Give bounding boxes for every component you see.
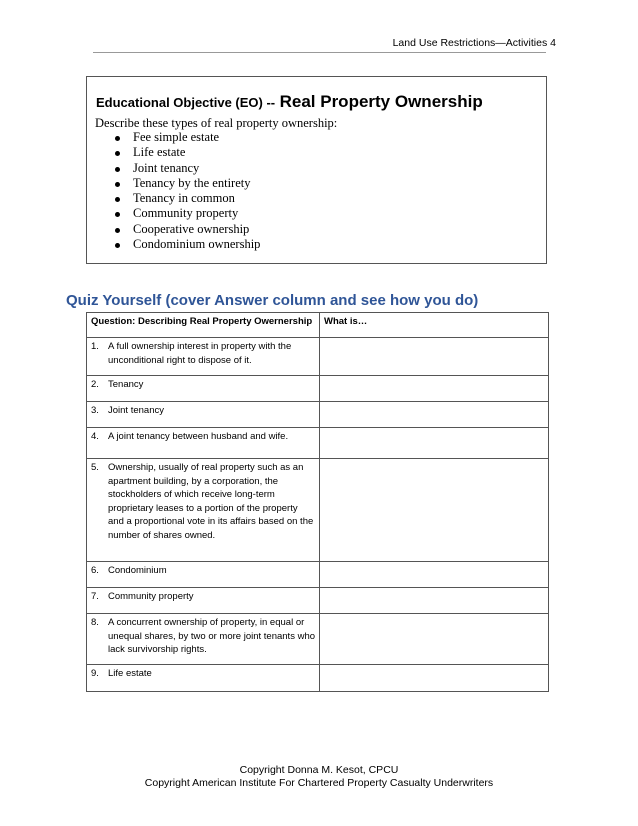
question-cell <box>87 402 320 428</box>
list-item <box>112 191 260 206</box>
bullet-icon <box>115 197 120 202</box>
bullet-icon <box>115 228 120 233</box>
question-text: Ownership, usually of real property such as an apartment building, by a corporation, the stockholders of which receive long-term proprietary leases to a portion of the property and a proportional vote in its affairs based on the number of shares owned. <box>108 462 314 541</box>
question-number: 8. <box>91 617 99 628</box>
question-number: 1. <box>91 341 99 352</box>
table-header-row <box>87 313 549 338</box>
question-text: Community property <box>108 591 194 602</box>
bullet-icon <box>115 182 120 187</box>
question-text: Tenancy <box>108 379 144 390</box>
question-text: A full ownership interest in property with the unconditional right to dispose of it. <box>108 341 292 366</box>
answer-cell[interactable] <box>320 402 549 428</box>
list-item-label: Life estate <box>133 145 186 160</box>
question-cell <box>87 665 320 692</box>
answer-cell[interactable] <box>320 338 549 376</box>
quiz-table <box>86 312 549 692</box>
question-cell <box>87 376 320 402</box>
list-item <box>112 145 260 160</box>
answer-cell[interactable] <box>320 376 549 402</box>
list-item-label: Tenancy by the entirety <box>133 175 251 190</box>
question-text: Joint tenancy <box>108 405 164 416</box>
answer-cell[interactable] <box>320 459 549 562</box>
question-text: Condominium <box>108 565 167 576</box>
answer-cell[interactable] <box>320 428 549 459</box>
question-number: 2. <box>91 379 99 390</box>
bullet-icon <box>115 167 120 172</box>
question-cell <box>87 338 320 376</box>
list-item-label: Cooperative ownership <box>133 221 250 236</box>
question-cell <box>87 428 320 459</box>
question-number: 3. <box>91 405 99 416</box>
list-item-label: Tenancy in common <box>133 191 235 206</box>
bullet-icon <box>115 212 120 217</box>
bullet-icon <box>115 243 120 248</box>
objective-box <box>86 76 547 264</box>
quiz-heading: Quiz Yourself (cover Answer column and see how you do) <box>66 292 479 309</box>
question-cell <box>87 459 320 562</box>
table-row <box>87 338 549 376</box>
table-row <box>87 665 549 692</box>
header-rule <box>93 52 546 53</box>
list-item <box>112 222 260 237</box>
column-header-question: Question: Describing Real Property Owernership <box>87 313 320 338</box>
list-item-label: Joint tenancy <box>133 160 200 175</box>
question-number: 9. <box>91 668 99 679</box>
objective-title <box>96 92 483 112</box>
objective-label: Educational Objective (EO) -- <box>96 95 276 110</box>
list-item <box>112 176 260 191</box>
question-text: A concurrent ownership of property, in equal or unequal shares, by two or more joint tenants who lack survivorship rights. <box>108 617 316 655</box>
list-item <box>112 130 260 145</box>
question-number: 4. <box>91 431 99 442</box>
list-item-label: Condominium ownership <box>133 237 261 252</box>
question-cell <box>87 562 320 588</box>
question-text: A joint tenancy between husband and wife. <box>108 431 289 442</box>
question-number: 7. <box>91 591 99 602</box>
table-row <box>87 459 549 562</box>
question-cell <box>87 614 320 665</box>
list-item <box>112 161 260 176</box>
question-number: 6. <box>91 565 99 576</box>
list-item-label: Fee simple estate <box>133 130 220 144</box>
page-footer <box>0 764 638 790</box>
question-text: Life estate <box>108 668 152 679</box>
list-item-label: Community property <box>133 206 239 221</box>
ownership-type-list <box>112 130 260 252</box>
answer-cell[interactable] <box>320 665 549 692</box>
table-row <box>87 402 549 428</box>
answer-cell[interactable] <box>320 614 549 665</box>
bullet-icon <box>115 151 120 156</box>
list-item <box>112 206 260 221</box>
answer-cell[interactable] <box>320 588 549 614</box>
footer-copyright-institute: Copyright American Institute For Chartered Property Casualty Underwriters <box>144 777 494 789</box>
table-row <box>87 614 549 665</box>
table-row <box>87 562 549 588</box>
table-row <box>87 588 549 614</box>
column-header-answer: What is… <box>320 313 549 338</box>
footer-copyright-author: Copyright Donna M. Kesot, CPCU <box>239 764 399 776</box>
bullet-icon <box>115 136 120 141</box>
list-item <box>112 237 260 252</box>
question-number: 5. <box>91 462 99 473</box>
table-row <box>87 428 549 459</box>
table-row <box>87 376 549 402</box>
page-header: Land Use Restrictions—Activities 4 <box>392 37 556 49</box>
answer-cell[interactable] <box>320 562 549 588</box>
objective-heading: Real Property Ownership <box>279 92 483 111</box>
objective-intro: Describe these types of real property ownership: <box>95 116 338 130</box>
question-cell <box>87 588 320 614</box>
